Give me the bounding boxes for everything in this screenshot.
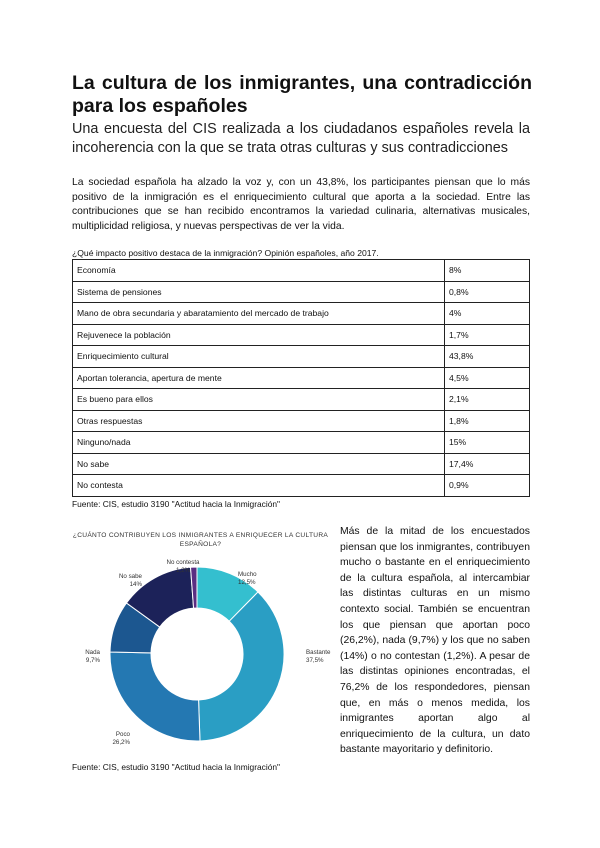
table-row (73, 453, 530, 475)
row-label: Enriquecimiento cultural (73, 346, 445, 368)
row-value: 17,4% (445, 453, 530, 475)
table-row (73, 260, 530, 282)
donut-chart-svg (48, 524, 348, 760)
article-title: La cultura de los inmigrantes, una contradicción para los españoles (72, 72, 532, 117)
row-label: Es bueno para ellos (73, 389, 445, 411)
row-label: Economía (73, 260, 445, 282)
row-value: 43,8% (445, 346, 530, 368)
row-label: Mano de obra secundaria y abaratamiento del mercado de trabajo (73, 303, 445, 325)
row-label: Rejuvenece la población (73, 324, 445, 346)
table-row (73, 475, 530, 497)
slice-label: No sabe (118, 573, 142, 580)
table-row (73, 432, 530, 454)
slice-value-label: 14% (129, 581, 142, 588)
table-source: Fuente: CIS, estudio 3190 "Actitud hacia la Inmigración" (72, 499, 280, 509)
chart-title: ¿CUÁNTO CONTRIBUYEN LOS INMIGRANTES A ENRIQUECER LA CULTURA ESPAÑOLA? (72, 532, 329, 548)
slice-value-label: 1,2% (175, 567, 191, 574)
row-label: No sabe (73, 453, 445, 475)
slice-value-label: 26,2% (112, 739, 130, 746)
slice-value-label: 12,5% (238, 579, 256, 586)
row-value: 8% (445, 260, 530, 282)
row-label: Otras respuestas (73, 410, 445, 432)
row-label: Sistema de pensiones (73, 281, 445, 303)
slice-label: Bastante (306, 649, 331, 656)
slice-value-label: 9,7% (85, 657, 100, 664)
table-row (73, 389, 530, 411)
donut-chart (48, 524, 348, 760)
row-value: 15% (445, 432, 530, 454)
row-value: 1,7% (445, 324, 530, 346)
table-row (73, 324, 530, 346)
body-paragraph: Más de la mitad de los encuestados piensan que los inmigrantes, contribuyen mucho o bastante en el enriquecimiento de la cultura española, al intercambiar las distintas culturas en un mismo contexto social. También se encuentran los que piensan que aportan poco (26,2%), nada (9,7%) y los que no saben (14%) o no contestan (1,2%). A pesar de las distintas opiniones encontradas, el 76,2% de los respondedores, piensan que, en más o menos medida, los inmigrantes aportan algo al enriquecimiento de la cultura, un dato bastante mayoritario y definitorio. (340, 526, 530, 756)
table-row (73, 303, 530, 325)
row-value: 4,5% (445, 367, 530, 389)
slice-label: Poco (115, 731, 130, 738)
row-value: 1,8% (445, 410, 530, 432)
table-row (73, 367, 530, 389)
article-subtitle: Una encuesta del CIS realizada a los ciudadanos españoles revela la incoherencia con la que se trata otras culturas y sus contradicciones (72, 121, 530, 156)
row-value: 2,1% (445, 389, 530, 411)
table-row (73, 410, 530, 432)
intro-paragraph: La sociedad española ha alzado la voz y, con un 43,8%, los participantes piensan que lo más positivo de la inmigración es el enriquecimiento cultural que aporta a la sociedad. Entre las contribuciones que se han recibido encontramos la variedad culinaria, alternativas musicales, multiplicidad religiosa, y nuevas perspectivas de ver la vida. (72, 177, 530, 232)
slice-label: Mucho (238, 571, 257, 578)
table-row (73, 346, 530, 368)
row-value: 0,9% (445, 475, 530, 497)
table-caption: ¿Qué impacto positivo destaca de la inmigración? Opinión españoles, año 2017. (72, 248, 379, 258)
donut-slice (110, 652, 200, 741)
chart-source: Fuente: CIS, estudio 3190 "Actitud hacia la Inmigración" (72, 762, 280, 772)
table-row (73, 281, 530, 303)
donut-slice (199, 592, 284, 741)
row-value: 0,8% (445, 281, 530, 303)
slice-label: Nada (85, 649, 100, 656)
row-value: 4% (445, 303, 530, 325)
impact-table (72, 259, 530, 497)
slice-value-label: 37,5% (306, 657, 324, 664)
row-label: No contesta (73, 475, 445, 497)
slice-label: No contesta (166, 559, 200, 566)
row-label: Ninguno/nada (73, 432, 445, 454)
row-label: Aportan tolerancia, apertura de mente (73, 367, 445, 389)
